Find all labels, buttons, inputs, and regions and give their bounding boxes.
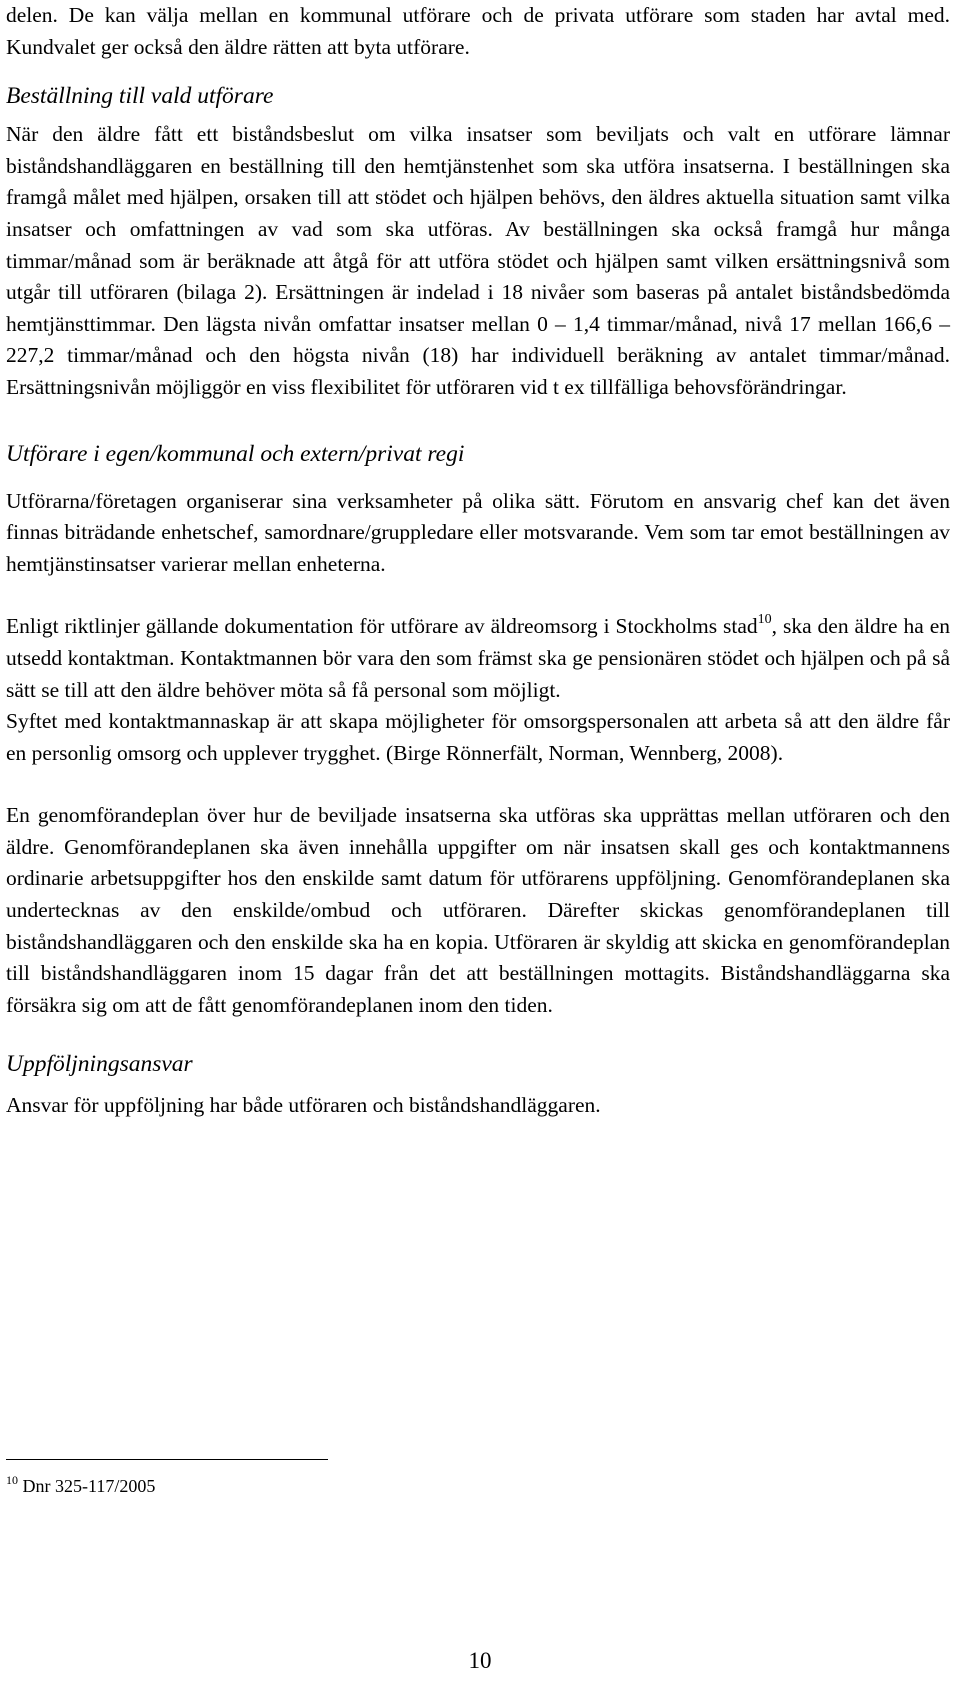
heading-uppfoljning: Uppföljningsansvar: [6, 1051, 193, 1078]
bestallning-paragraph: När den äldre fått ett biståndsbeslut om vilka insatser som beviljats och valt en utförare lämnar biståndshandläggaren en beställning till den hemtjänstenhet som ska utföra insatserna. I beställningen ska framgå målet med hjälpen, orsaken till att stödet och hjälpen behövs, den äldres aktuella situation samt vilka insatser och omfattningen av vad som ska utföras. Av beställningen ska också framgå hur många timmar/månad som är beräknade att åtgå för att utföra stödet och hjälpen samt vilken ersättningsnivå som utgår till utföraren (bilaga 2). Ersättningen är indelad i 18 nivåer som baseras på antalet biståndsbedömda hemtjänsttimmar. Den lägsta nivån omfattar insatser mellan 0 – 1,4 timmar/månad, nivå 17 mellan 166,6 – 227,2 timmar/månad och den högsta nivån (18) har individuell beräkning av antalet timmar/månad. Ersättningsnivån möjliggör en viss flexibilitet för utföraren vid t ex tillfälliga behovsförändringar.: [6, 122, 950, 399]
utforare-paragraph-1: Utförarna/företagen organiserar sina verksamheter på olika sätt. Förutom en ansvarig chef kan det även finnas biträdande enhetschef, samordnare/gruppledare eller motsvarande. Vem som tar emot beställningen av hemtjänstinsatser varierar mellan enheterna.: [6, 488, 950, 576]
utforare-paragraph-2-end: , ska den äldre ha en utsedd kontaktman. Kontaktmannen bör vara den som främst ska ge pensionären stödet och hjälpen och på så sätt se till att den äldre behöver möta så få personal som möjligt.: [6, 614, 950, 702]
document-page: [6, 0, 950, 1122]
footnote-number: 10: [6, 1473, 18, 1487]
page-number: 10: [468, 1648, 492, 1673]
footnote-divider: [6, 1459, 328, 1460]
footnote-text: Dnr 325-117/2005: [18, 1476, 156, 1496]
heading-utforare: Utförare i egen/kommunal och extern/privat regi: [6, 440, 465, 467]
utforare-paragraph-2: [6, 611, 950, 706]
intro-paragraph: delen. De kan välja mellan en kommunal utförare och de privata utförare som staden har avtal med. Kundvalet ger också den äldre rätten att byta utförare.: [6, 3, 950, 59]
uppfoljning-paragraph: Ansvar för uppföljning har både utföraren och biståndshandläggaren.: [6, 1093, 601, 1118]
utforare-paragraph-4: En genomförandeplan över hur de beviljade insatserna ska utföras ska upprättas mellan utföraren och den äldre. Genomförandeplanen ska även innehålla uppgifter om när insatsen skall ges och kontaktmannens ordinarie arbetsuppgifter hos den enskilde samt datum för utförarens uppföljning. Genomförandeplanen ska undertecknas av den enskilde/ombud och utföraren. Därefter skickas genomförandeplanen till biståndshandläggaren och den enskilde ska ha en kopia. Utföraren är skyldig att skicka en genomförandeplan till biståndshandläggaren inom 15 dagar från det att beställningen mottagits. Biståndshandläggarna ska försäkra sig om att de fått genomförandeplanen inom den tiden.: [6, 803, 950, 1017]
footnote-reference[interactable]: 10: [757, 612, 772, 628]
utforare-paragraph-3: Syftet med kontaktmannaskap är att skapa möjligheter för omsorgspersonalen att arbeta så att den äldre får en personlig omsorg och upplever trygghet. (Birge Rönnerfält, Norman, Wennberg, 2008).: [6, 709, 950, 765]
heading-bestallning: Beställning till vald utförare: [6, 83, 274, 110]
utforare-paragraph-2-start: Enligt riktlinjer gällande dokumentation för utförare av äldreomsorg i Stockholms stad: [6, 614, 758, 639]
footnote: [6, 1474, 155, 1498]
